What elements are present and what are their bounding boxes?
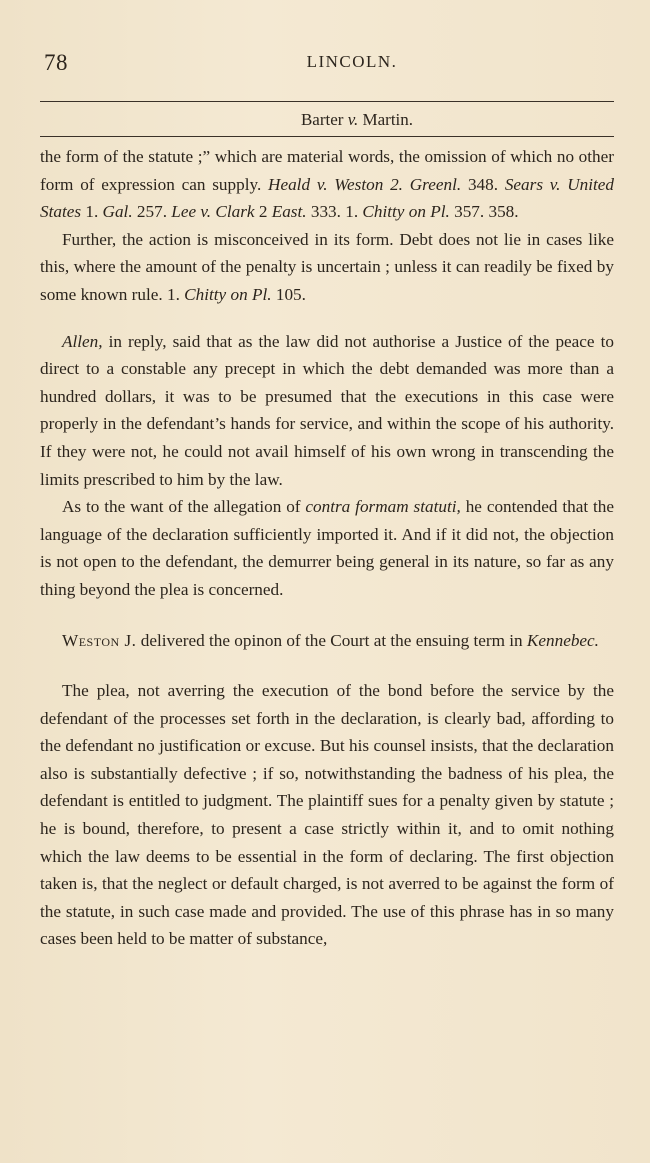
citation: Gal. (102, 202, 133, 222)
citation: East. (271, 202, 307, 222)
text-run: the form of the statute ;” which are material words, the omission of which no other form of expression can supply. (40, 147, 614, 194)
paragraph-4 (40, 493, 614, 603)
paragraph-2 (40, 226, 614, 309)
case-caption-versus: v. (347, 110, 359, 129)
counsel-name: Allen, (62, 331, 103, 351)
running-head (40, 0, 614, 104)
paragraph-1 (40, 143, 614, 226)
case-caption-plaintiff: Barter (300, 110, 344, 129)
text-run: 1. (81, 202, 103, 222)
latin-phrase: contra formam statuti, (305, 497, 461, 517)
paragraph-3 (40, 328, 614, 494)
running-title: LINCOLN. (306, 52, 398, 71)
header-rule (40, 101, 614, 102)
text-run: 105. (271, 284, 306, 304)
text-run: As to the want of the allegation of (62, 497, 306, 517)
body-text (40, 143, 614, 953)
text-run: The plea, not averring the execution of the bond before the service by the defendant of the processes set forth in the declaration, is clearly bad, affording to the defendant no justification or excuse. But his counsel insists, that the declaration also is substantially defective ; if so, notwithstanding the badness of his plea, the defendant is entitled to judgment. The plaintiff sues for a penalty given by statute ; he is bound, therefore, to present a case strictly within it, and to omit nothing which the law deems to be essential in the form of declaring. The first objection taken is, that the neglect or default charged, is not averred to be against the form of the statute, in such case made and provided. The use of this phrase has in so many cases been held to be matter of substance, (40, 681, 614, 949)
text-run: 357. 358. (449, 202, 519, 222)
text-run: 257. (132, 202, 172, 222)
case-caption (40, 104, 614, 136)
citation: Sears v. United States (40, 174, 615, 222)
citation: Heald v. Weston 2. Greenl. (268, 174, 462, 194)
page-number: 78 (44, 50, 68, 75)
text-run: Further, the action is misconceived in its form. Debt does not lie in cases like this, where the amount of the penalty is uncertain ; unless it can readily be fixed by some known rule. 1. (40, 229, 614, 304)
text-run: delivered the opinon of the Court at the ensuing term in (136, 630, 527, 650)
citation: Lee v. Clark (171, 202, 255, 222)
county-name: Kennebec. (526, 630, 599, 650)
citation: Chitty on Pl. (362, 202, 450, 222)
case-caption-defendant: Martin. (362, 110, 414, 129)
text-run: 333. 1. (306, 202, 363, 222)
paragraph-5 (40, 627, 614, 655)
citation: Chitty on Pl. (184, 284, 272, 304)
text-run: in reply, said that as the law did not authorise a Justice of the peace to direct to a constable any precept in which the debt demanded was more than a hundred dollars, it was to be presumed that the executions in this case were properly in the defendant’s hands for service, and within the scope of his authority. If they were not, he could not avail himself of his own wrong in transcending the limits prescribed to him by the law. (40, 331, 614, 489)
caption-rule (40, 136, 614, 137)
judge-name: Weston J. (62, 630, 137, 650)
paragraph-6 (40, 677, 614, 953)
text-run: he contended that the language of the declaration sufficiently imported it. And if it did not, the objection is not open to the defendant, the demurrer being general in its nature, so far as any thing beyond the plea is concerned. (40, 497, 614, 599)
text-run: 348. (461, 174, 505, 194)
text-run: 2 (254, 202, 272, 222)
